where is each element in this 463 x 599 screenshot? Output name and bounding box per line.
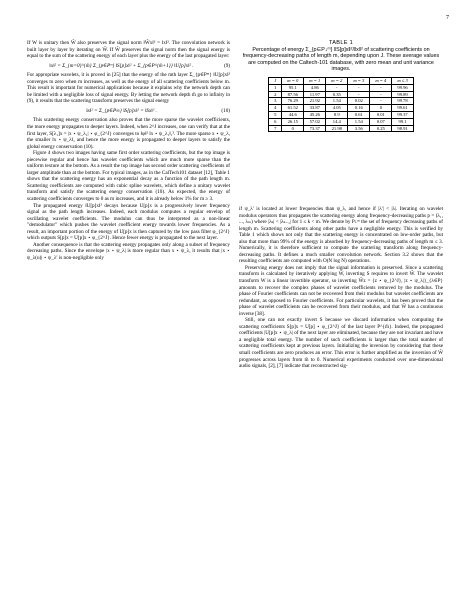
table-row [269,84,414,91]
paragraph: This scattering energy conservation also proves that the more sparse the wavelet coefficients, the more energy propagates to deeper layers. Indeed, when 2^J increases, one can verify that at the first layer, S[λ₁]x = |x ⋆ ψ_λ₁| ⋆ φ_{2^J} converges to ‖φ‖² ‖x ⋆ ψ_λ₁‖₁². The more sparse x ⋆ ψ_λ, the smaller ‖x ⋆ ψ_λ‖₁ and hence the more energy is propagated to deeper layers to satisfy the global energy conservation (10). [27,117,230,150]
table-cell: - [370,91,392,98]
table-cell: 14.4 [326,118,348,125]
table-cell: 99.89 [392,91,413,98]
table-cell: 73.37 [304,125,326,132]
table-cell: - [370,84,392,91]
left-column [27,40,230,262]
paragraph: Preserving energy does not imply that the signal information is preserved. Since a scattering transform is calculated by iteratively applying W̃, inverting S requires to invert W̃. The wavelet transform W is a linear invertible operator, so inverting W̃z = {z ⋆ φ_{2^J}, |z ⋆ ψ_λ|}_{λ∈P} amounts to recover the complex phases of wavelet coefficients removed by the modulus. The phase of Fourier coefficients can not be recovered from their modulus but wavelet coefficients are redundant, as opposed to Fourier coefficients. For particular wavelets, it has been proved that the phase of wavelet coefficients can be recovered from their modulus, and that W̃ has a continuous inverse [38]. [239,264,443,317]
paragraph: For appropriate wavelets, it is proved in [25] that the energy of the mth layer Σ_{p∈Pᵐ} ‖U[p]x‖² converges to zero when m increases, as well as the energy of all scattering coefficients below m. This result is important for numerical applications because it explains why the network depth can be limited with a negligible loss of signal energy. By letting the network depth m̄ go to infinity in (9), it results that the scattering transform preserves the signal energy [27,72,230,105]
table-cell: 0.61 [348,111,370,118]
table-cell: - [370,98,392,105]
table-cell: 87.56 [282,91,304,98]
table-header-cell: m = 1 [304,77,326,84]
table-caption: Percentage of energy Σ_{p∈P↓ᵐ} ‖S[p]x‖²/‖x‖² of scattering coefficients on frequency-decreasing paths of length m, depending upon J. These average values are computed on the Caltech-101 database, with zero mean and unit variance images. [242,46,440,73]
equation-body: ‖x‖² = Σ_{p∈P∞} ‖S[p]x‖² = ‖Sx‖² . [86,107,157,114]
table-cell: 57.02 [304,118,326,125]
table-cell: 21.98 [326,125,348,132]
table-row [269,118,414,125]
table-header-cell: m = 3 [348,77,370,84]
table-cell: 2 [269,91,282,98]
table-header-cell: J [269,77,282,84]
energy-table [268,77,414,132]
table-cell: 0.01 [370,111,392,118]
table-cell: 1.54 [348,118,370,125]
table-label: TABLE 1 [328,40,354,46]
table-cell: 21.92 [304,98,326,105]
table-block [239,40,443,206]
table-cell: - [326,84,348,91]
table-cell: 0 [282,125,304,132]
equation-number: (9) [224,62,230,69]
table-cell: 1.54 [326,98,348,105]
table-cell: 99.1 [392,118,413,125]
table-cell: 99.37 [392,111,413,118]
table-row [269,105,414,112]
equation-number: (10) [221,107,230,114]
table-cell: 1 [269,84,282,91]
table-cell: 6 [269,118,282,125]
page-number: 7 [446,15,449,21]
table-header-cell: m ≤ 3 [392,77,413,84]
table-cell: 99.61 [392,105,413,112]
table-cell: 4.05 [326,105,348,112]
table-cell: - [348,91,370,98]
table-cell: 0.25 [370,125,392,132]
equation-body: ‖x‖² = Σ_{m=0}^{m̄} Σ_{p∈Pᵐ} ‖S[p]x‖² + Σ_{p∈P^{m̄+1}} ‖U[p]x‖² . [49,62,194,69]
table-cell: 8.9 [326,111,348,118]
table-cell: 3.56 [348,125,370,132]
paragraph: Another consequence is that the scattering energy propagates only along a subset of frequency decreasing paths. Since the envelope |x ⋆ ψ_λ| is more regular than x ⋆ ψ_λ, it results that |x ⋆ ψ_λ(u)| ⋆ ψ_λ′ is non-negligible only [27,241,230,261]
table-cell: 0.35 [326,91,348,98]
table-cell: 4 [269,105,282,112]
table-cell: 0.02 [348,98,370,105]
table-row [269,111,414,118]
table-cell: 11.97 [304,91,326,98]
paragraph: Figure 4 shows two images having same first order scattering coefficients, but the top image is piecewise regular and hence has wavelet coefficients which are much more sparse than the uniform texture at the bottom. As a result the top image has second order scattering coefficients of larger amplitude than at the bottom. For typical images, as in the CalTech101 dataset [12], Table 1 shows that the scattering energy has an exponential decay as a function of the path length m. Scattering coefficients are computed with cubic spline wavelets, which define a unitary wavelet transform and satisfy the scattering energy conservation (10). As expected, the energy of scattering coefficients converges to 0 as m increases, and it is already below 1% for m ≥ 3. [27,150,230,203]
table-cell: 3 [269,98,282,105]
table-row [269,91,414,98]
table-cell: 33.87 [304,105,326,112]
table-cell: 95.1 [282,84,304,91]
table-cell: 7 [269,125,282,132]
table-cell: 0.07 [370,118,392,125]
table-cell: 5 [269,111,282,118]
table-cell: 44.6 [282,111,304,118]
table-cell: 99.78 [392,98,413,105]
paragraph: Still, one can not exactly invert S because we discard information when computing the scattering coefficients S[p]x = U[p] ⋆ φ_{2^J} of the last layer P^{m̄}. Indeed, the propagated coefficients |U[p]x ⋆ ψ_λ| of the next layer are eliminated, because they are not invariant and have a negligible total energy. The number of such coefficients is larger than the total number of scattering coefficients kept at previous layers. Initializing the inversion by considering that these small coefficients are zero produces an error. This error is further amplified as the inversion of W̃ progresses across layers from m̄ to 0. Numerical experiments conducted over one-dimensional audio signals, [2], [7] indicate that reconstructed sig- [239,317,443,370]
table-cell: 0 [370,105,392,112]
right-column [239,40,443,370]
table-cell: - [348,84,370,91]
table-cell: 61.52 [282,105,304,112]
table-row [269,98,414,105]
table-header-cell: m = 2 [326,77,348,84]
table-caption-block [239,40,443,73]
paragraph: The propagated energy ‖U[p]x‖² decays because U[p]x is a progressively lower frequency signal as the path length increases. Indeed, each modulus computes a regular envelop of oscillating wavelet coefficients. The modulus can thus be interpreted as a non-linear "demodulator" which pushes the wavelet coefficient energy towards lower frequencies. As a result, an important portion of the energy of U[p]x is then captured by the low pass filter φ_{2^J} which outputs S[p]x = U[p]x ⋆ φ_{2^J}. Hence fewer energy is propagated to the next layer. [27,202,230,242]
paragraph: if ψ_λ′ is located at lower frequencies than ψ_λ, and hence if |λ′| < |λ|. Iterating on wavelet modulus operators thus propagates the scattering energy along frequency-decreasing paths p = (λ₁, ..., λₘ) where |λₖ| < |λₖ₋₁| for 1 ≤ k < m. We denote by P↓ᵐ the set of frequency decreasing paths of length m. Scattering coefficients along other paths have a negligible energy. This is verified by Table 1 which shows not only that the scattering energy is concentrated on low-order paths, but also that more than 99% of the energy is absorbed by frequency-decreasing paths of length m ≤ 3. Numerically, it is therefore sufficient to compute the scattering transform along frequency-decreasing paths. It defines a much smaller convolution network. Section 3.2 shows that the resulting coefficients are computed with O(N log N) operations. [239,206,443,265]
equation-9 [27,63,230,70]
table-header-row [269,77,414,84]
table-cell: 99.96 [392,84,413,91]
table-cell: 45.26 [304,111,326,118]
table-cell: 98.91 [392,125,413,132]
table-cell: 76.29 [282,98,304,105]
table-row [269,125,414,132]
paragraph: If W is unitary then W̃ also preserves the signal norm ‖W̃x‖² = ‖x‖². The convolution network is built layer by layer by iterating on W̃. If W̃ preserves the signal norm then the signal energy is equal to the sum of the scattering energy of each layer plus the energy of the last propagated layer: [27,40,230,60]
table-cell: 4.86 [304,84,326,91]
equation-10 [27,108,230,115]
table-header-cell: m = 0 [282,77,304,84]
table-header-cell: m = 4 [370,77,392,84]
table-cell: 26.15 [282,118,304,125]
table-cell: 0.16 [348,105,370,112]
